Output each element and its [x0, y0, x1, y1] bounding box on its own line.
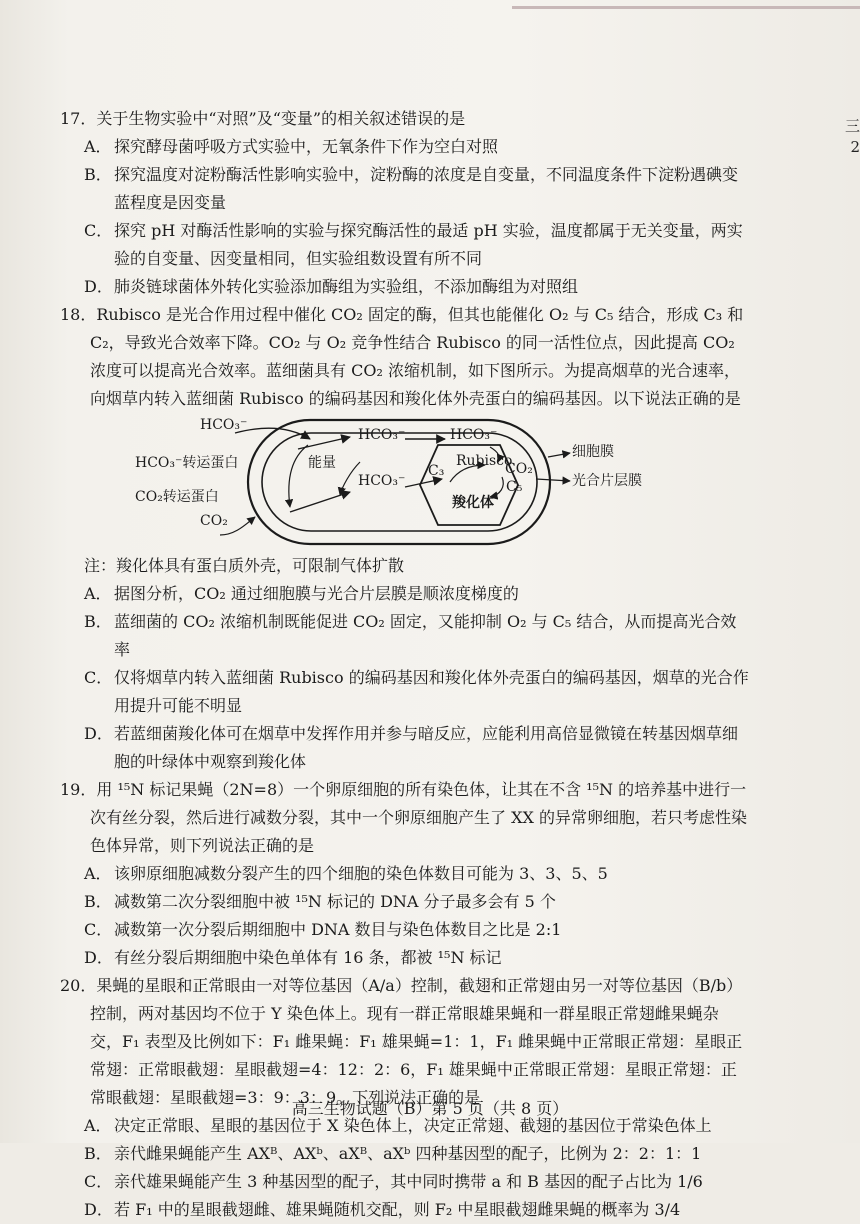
- edge-text-1: 三: [844, 117, 860, 135]
- option-letter: C．: [84, 668, 113, 687]
- q19-option-a: [84, 860, 750, 888]
- q18-option-b: [84, 608, 750, 664]
- q17-option-d: [84, 273, 750, 301]
- question-20-stem: 20．果蝇的星眼和正常眼由一对等位基因（A/a）控制，截翅和正常翅由另一对等位基因（B/b）控制，两对基因均不位于 Y 染色体上。现有一群正常眼雄果蝇和一群星眼正常翅雌果蝇杂交，F₁ 表型及比例如下：F₁ 雌果蝇：F₁ 雄果蝇=1：1，F₁ 雌果蝇中正常眼正常翅：星眼正常翅：正常眼截翅：星眼截翅=4：12：2：6，F₁ 雄果蝇中正常眼正常翅：星眼正常翅：正常眼截翅：星眼截翅=3：9：3：9。下列说法正确的是: [60, 976, 743, 1107]
- label-cell-membrane: 细胞膜: [572, 444, 614, 460]
- q18-option-a: [84, 580, 750, 608]
- option-letter: D．: [84, 277, 113, 296]
- label-hco3-cytoplasm: HCO₃⁻: [358, 427, 406, 443]
- label-co2-transporter: CO₂转运蛋白: [135, 489, 219, 505]
- option-text: 亲代雄果蝇能产生 3 种基因型的配子，其中同时携带 a 和 B 基因的配子占比为 1/6: [114, 1172, 703, 1191]
- option-letter: D．: [84, 948, 113, 967]
- q20-option-d: [84, 1196, 750, 1224]
- q19-option-b: [84, 888, 750, 916]
- q20-option-c: [84, 1168, 750, 1196]
- option-letter: A．: [84, 864, 112, 883]
- question-17: [60, 105, 750, 301]
- question-18: [60, 301, 750, 776]
- option-letter: B．: [84, 612, 112, 631]
- option-letter: D．: [84, 724, 113, 743]
- question-18-stem: 18．Rubisco 是光合作用过程中催化 CO₂ 固定的酶，但其也能催化 O₂ 与 C₅ 结合，形成 C₃ 和 C₂，导致光合效率下降。CO₂ 与 O₂ 竞争性结合 Rubisco 的同一活性位点，因此提高 CO₂ 浓度可以提高光合效率。蓝细菌具有 CO₂ 浓缩机制，如下图所示。为提高烟草的光合速率，向烟草内转入蓝细菌 Rubisco 的编码基因和羧化体外壳蛋白的编码基因。以下说法正确的是: [60, 305, 744, 408]
- option-text: 该卵原细胞减数分裂产生的四个细胞的染色体数目可能为 3、3、5、5: [114, 864, 608, 883]
- page-footer: 高三生物试题（B）第 5 页（共 8 页）: [291, 1099, 569, 1118]
- option-letter: A．: [84, 137, 112, 156]
- option-text: 蓝细菌的 CO₂ 浓缩机制既能促进 CO₂ 固定，又能抑制 O₂ 与 C₅ 结合，从而提高光合效率: [114, 612, 737, 659]
- label-carboxysome: 羧化体: [452, 495, 494, 511]
- option-text: 亲代雌果蝇能产生 AXᴮ、AXᵇ、aXᴮ、aXᵇ 四种基因型的配子，比例为 2：2：1：1: [114, 1144, 702, 1163]
- diagram-note: 注：羧化体具有蛋白质外壳，可限制气体扩散: [84, 556, 405, 575]
- option-text: 决定正常眼、星眼的基因位于 X 染色体上，决定正常翅、截翅的基因位于常染色体上: [114, 1116, 712, 1135]
- label-energy: 能量: [308, 455, 336, 471]
- q18-option-d: [84, 720, 750, 776]
- q18-option-c: [84, 664, 750, 720]
- option-letter: C．: [84, 1172, 113, 1191]
- option-text: 肺炎链球菌体外转化实验添加酶组为实验组，不添加酶组为对照组: [114, 277, 579, 296]
- option-letter: B．: [84, 892, 112, 911]
- option-text: 仅将烟草内转入蓝细菌 Rubisco 的编码基因和羧化体外壳蛋白的编码基因，烟草的光合作用提升可能不明显: [114, 668, 749, 715]
- co2-concentrating-diagram: [60, 417, 750, 552]
- option-text: 减数第二次分裂细胞中被 ¹⁵N 标记的 DNA 分子最多会有 5 个: [114, 892, 556, 911]
- question-column: [60, 105, 750, 1224]
- question-19-stem: 19．用 ¹⁵N 标记果蝇（2N=8）一个卵原细胞的所有染色体，让其在不含 ¹⁵N 的培养基中进行一次有丝分裂，然后进行减数分裂，其中一个卵原细胞产生了 XX 的异常卵细胞，若只考虑性染色体异常，则下列说法正确的是: [60, 780, 747, 855]
- option-text: 有丝分裂后期细胞中染色单体有 16 条，都被 ¹⁵N 标记: [114, 948, 502, 967]
- question-19: [60, 776, 750, 972]
- option-text: 探究 pH 对酶活性影响的实验与探究酶活性的最适 pH 实验，温度都属于无关变量，两实验的自变量、因变量相同，但实验组数设置有所不同: [114, 221, 743, 268]
- header-rule: [512, 6, 860, 9]
- option-letter: B．: [84, 1144, 112, 1163]
- q17-option-b: [84, 161, 750, 217]
- option-letter: D．: [84, 1200, 113, 1219]
- q17-option-c: [84, 217, 750, 273]
- label-thylakoid-membrane: 光合片层膜: [572, 473, 642, 489]
- label-hco3-carboxysome: HCO₃⁻: [450, 427, 498, 443]
- option-text: 探究温度对淀粉酶活性影响实验中，淀粉酶的浓度是自变量，不同温度条件下淀粉遇碘变蓝程度是因变量: [114, 165, 739, 212]
- option-text: 据图分析，CO₂ 通过细胞膜与光合片层膜是顺浓度梯度的: [114, 584, 519, 603]
- option-letter: A．: [84, 584, 112, 603]
- label-hco3-outside: HCO₃⁻: [200, 417, 248, 433]
- label-co2-carboxysome: CO₂: [505, 461, 533, 477]
- q17-option-a: [84, 133, 750, 161]
- question-17-stem: 17．关于生物实验中“对照”及“变量”的相关叙述错误的是: [60, 109, 466, 128]
- option-letter: A．: [84, 1116, 112, 1135]
- option-letter: C．: [84, 221, 113, 240]
- q19-option-c: [84, 916, 750, 944]
- option-letter: B．: [84, 165, 112, 184]
- q20-option-b: [84, 1140, 750, 1168]
- label-hco3-transporter: HCO₃⁻转运蛋白: [135, 455, 239, 471]
- label-rubisco: Rubisco: [456, 453, 513, 469]
- edge-text-2: 2: [850, 138, 860, 156]
- label-c5: C₅: [506, 479, 523, 495]
- label-co2-outside: CO₂: [200, 513, 228, 529]
- option-text: 若 F₁ 中的星眼截翅雌、雄果蝇随机交配，则 F₂ 中星眼截翅雌果蝇的概率为 3/4: [114, 1200, 681, 1219]
- label-hco3-lumen: HCO₃⁻: [358, 473, 406, 489]
- option-text: 减数第一次分裂后期细胞中 DNA 数目与染色体数目之比是 2:1: [114, 920, 562, 939]
- option-text: 探究酵母菌呼吸方式实验中，无氧条件下作为空白对照: [114, 137, 499, 156]
- label-c3: C₃: [428, 463, 445, 479]
- q19-option-d: [84, 944, 750, 972]
- option-letter: C．: [84, 920, 113, 939]
- option-text: 若蓝细菌羧化体可在烟草中发挥作用并参与暗反应，应能利用高倍显微镜在转基因烟草细胞的叶绿体中观察到羧化体: [114, 724, 739, 771]
